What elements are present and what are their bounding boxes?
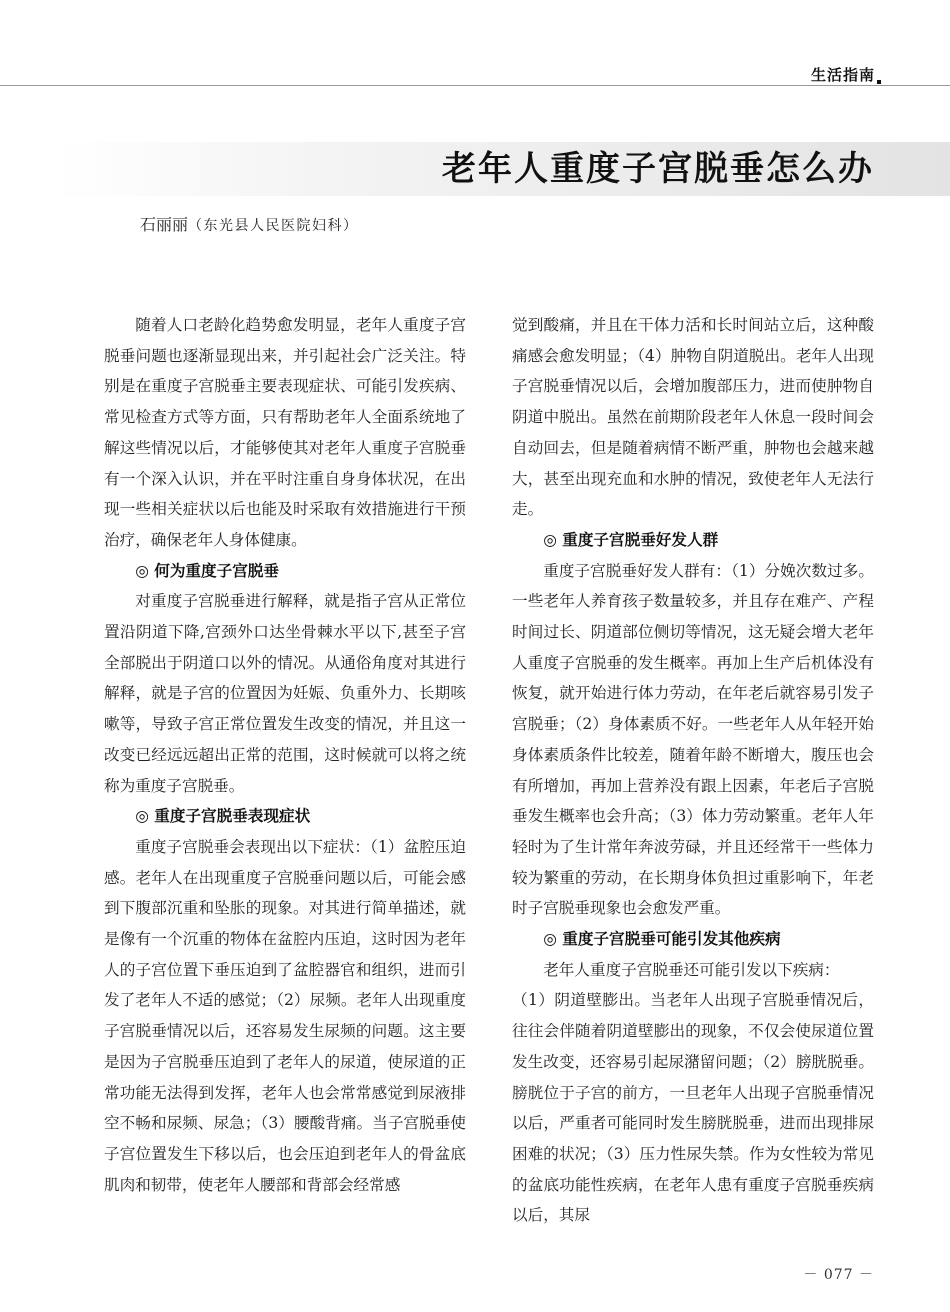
intro-paragraph: 随着人口老龄化趋势愈发明显，老年人重度子宫脱垂问题也逐渐显现出来，并引起社会广泛关注。特别是在重度子宫脱垂主要表现症状、可能引发疾病、常见检查方式等方面，只有帮助老年人全面系统地了解这些情况以后，才能够使其对老年人重度子宫脱垂有一个深入认识，并在平时注重自身身体状况，在出现一些相关症状以后也能及时采取有效措施进行干预治疗，确保老年人身体健康。 [104,316,466,549]
heading-complications: ◎ 重度子宫脱垂可能引发其他疾病 [543,929,781,949]
definition-paragraph: 对重度子宫脱垂进行解释，就是指子宫从正常位置沿阴道下降,宫颈外口达坐骨棘水平以下,甚至子宫全部脱出于阴道口以外的情况。从通俗角度对其进行解释，就是子宫的位置因为妊娠、负重外力、长期咳嗽等，导致子宫正常位置发生改变的情况，并且这一改变已经远远超出正常的范围，这时候就可以将之统称为重度子宫脱垂。 [104,592,466,795]
author-name: 石丽丽 [140,215,189,234]
byline [140,212,359,235]
section-marker-square [877,80,881,84]
article-title: 老年人重度子宫脱垂怎么办 [442,149,874,189]
complications-lead: 老年人重度子宫脱垂还可能引发以下疾病： [543,960,840,979]
symptoms-paragraph: 重度子宫脱垂会表现出以下症状：（1）盆腔压迫感。老年人在出现重度子宫脱垂问题以后，可能会感到下腹部沉重和坠胀的现象。对其进行简单描述，就是像有一个沉重的物体在盆腔内压迫，这时因为老年人的子宫位置下垂压迫到了盆腔器官和组织，进而引发了老年人不适的感觉；（2）尿频。老年人出现重度子宫脱垂情况以后，还容易发生尿频的问题。这主要是因为子宫脱垂压迫到了老年人的尿道，使尿道的正常功能无法得到发挥，老年人也会常常感觉到尿液排空不畅和尿频、尿急；（3）腰酸背痛。当子宫脱垂使子宫位置发生下移以后，也会压迫到老年人的骨盆底肌肉和韧带，使老年人腰部和背部会经常感 [104,837,466,1194]
symptoms-paragraph-continued: 觉到酸痛，并且在干体力活和长时间站立后，这种酸痛感会愈发明显；（4）肿物自阴道脱出。老年人出现子宫脱垂情况以后，会增加腹部压力，进而使肿物自阴道中脱出。虽然在前期阶段老年人休息一段时间会自动回去，但是随着病情不断严重，肿物也会越来越大，甚至出现充血和水肿的情况，致使老年人无法行走。 [512,316,874,519]
journal-section-label: 生活指南 [810,66,875,84]
complications-paragraph: （1）阴道壁膨出。当老年人出现子宫脱垂情况后，往往会伴随着阴道壁膨出的现象，不仅会使尿道位置发生改变，还容易引起尿潴留问题；（2）膀胱脱垂。膀胱位于子宫的前方，一旦老年人出现子宫脱垂情况以后，严重者可能同时发生膀胱脱垂，进而出现排尿困难的状况；（3）压力性尿失禁。作为女性较为常见的盆底功能性疾病，在老年人患有重度子宫脱垂疾病以后，其尿 [512,991,874,1225]
risk-groups-paragraph: 重度子宫脱垂好发人群有：（1）分娩次数过多。一些老年人养育孩子数量较多，并且存在难产、产程时间过长、阴道部位侧切等情况，这无疑会增大老年人重度子宫脱垂的发生概率。再加上生产后机体没有恢复，就开始进行体力劳动，在年老后就容易引发子宫脱垂；（2）身体素质不好。一些老年人从年轻开始身体素质条件比较差，随着年龄不断增大，腹压也会有所增加，再加上营养没有跟上因素，年老后子宫脱垂发生概率也会升高；（3）体力劳动繁重。老年人年轻时为了生计常年奔波劳碌，并且还经常干一些体力较为繁重的劳动，在长期身体负担过重影响下，年老时子宫脱垂现象也会愈发严重。 [512,561,874,918]
header-rule [0,85,950,86]
left-column [104,310,466,1200]
heading-risk-groups: ◎ 重度子宫脱垂好发人群 [543,529,719,549]
page-number: － 077 － [803,1267,874,1283]
heading-symptoms: ◎ 重度子宫脱垂表现症状 [135,806,311,826]
author-affiliation: （东光县人民医院妇科） [188,218,359,234]
right-column [512,310,874,1231]
heading-what-is: ◎ 何为重度子宫脱垂 [135,560,279,580]
